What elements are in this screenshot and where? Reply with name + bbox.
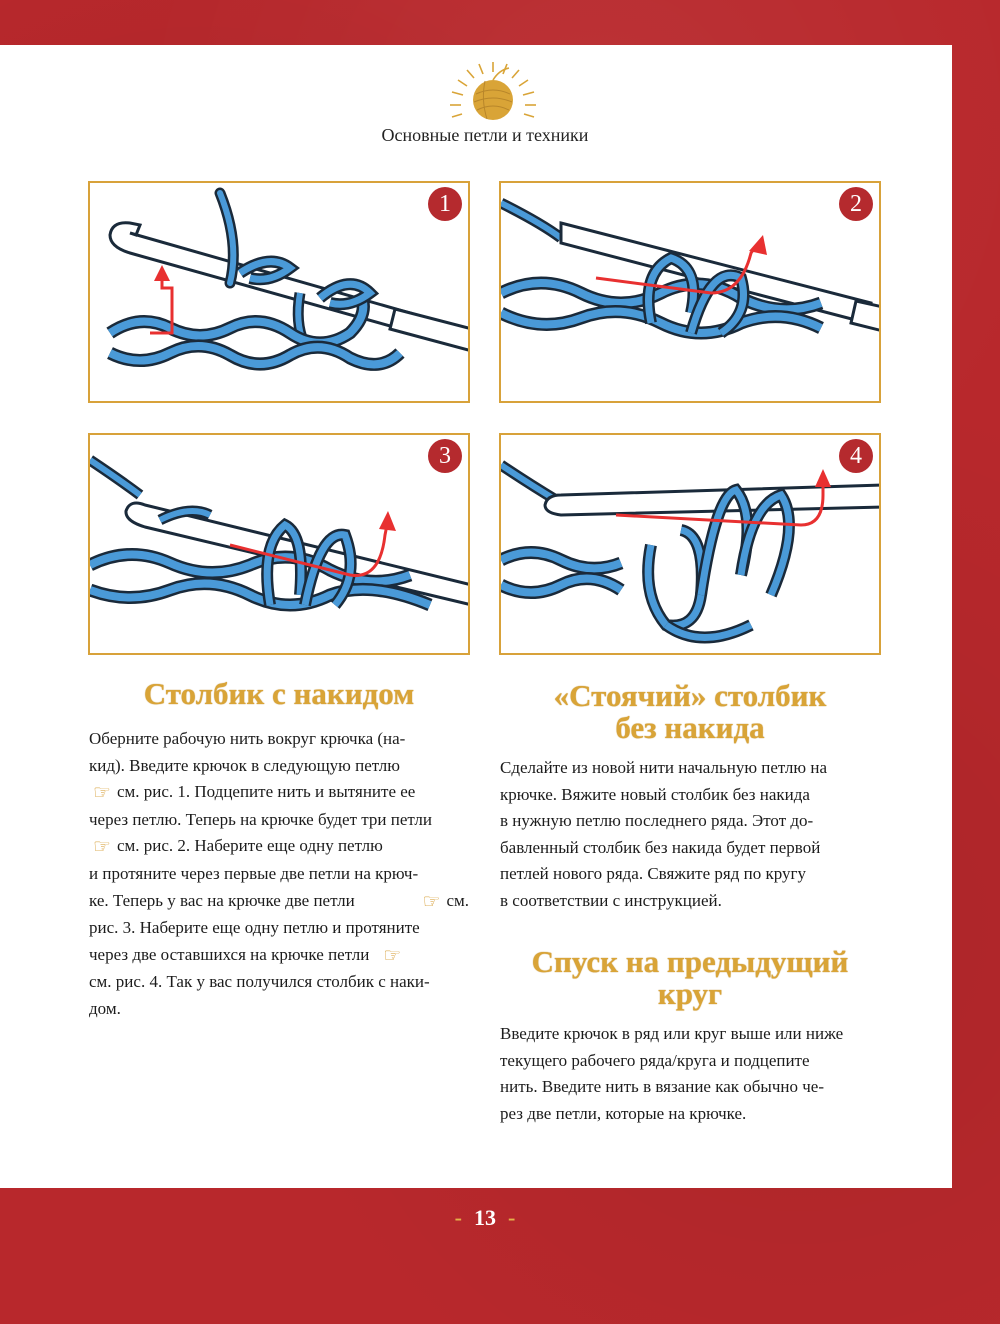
pointing-hand-icon: ☞ bbox=[422, 890, 441, 913]
illustration-step-4 bbox=[499, 433, 881, 655]
step-number-badge: 4 bbox=[839, 439, 873, 473]
text-line: текущего рабочего ряда/круга и подцепите bbox=[500, 1050, 810, 1070]
text-line: дом. bbox=[89, 998, 121, 1018]
text-line: ☞ см. рис. 2. Наберите еще одну петлю bbox=[89, 833, 469, 861]
illustration-step-1 bbox=[88, 181, 470, 403]
pointing-hand-icon: ☞ bbox=[383, 944, 402, 967]
text-line: Оберните рабочую нить вокруг крючка (на- bbox=[89, 729, 406, 748]
crochet-step-1-drawing bbox=[90, 183, 470, 403]
text-line: ке. Теперь у вас на крючке две петли ☞ см. bbox=[89, 888, 469, 916]
text-line: ☞ см. рис. 1. Подцепите нить и вытяните ее bbox=[89, 779, 469, 807]
text-line: петлей нового ряда. Свяжите ряд по кругу bbox=[500, 864, 806, 884]
section-title-double-crochet: Столбик с накидом bbox=[143, 676, 415, 711]
running-header: Основные петли и техники bbox=[381, 125, 589, 145]
text-line: Сделайте из новой нити начальную петлю на bbox=[500, 758, 827, 777]
section-body-double-crochet bbox=[89, 726, 469, 1023]
text-line: через петлю. Теперь на крючке будет три петли bbox=[89, 809, 432, 829]
page-number: - 13 - bbox=[454, 1205, 516, 1230]
text-line: рез две петли, которые на крючке. bbox=[500, 1103, 747, 1123]
text-line: крючке. Вяжите новый столбик без накида bbox=[500, 784, 810, 804]
text-line: Введите крючок в ряд или круг выше или ниже bbox=[500, 1024, 844, 1043]
section-body-standing-sc bbox=[500, 755, 881, 915]
step-number-badge: 2 bbox=[839, 187, 873, 221]
text-line: кид). Введите крючок в следующую петлю bbox=[89, 755, 400, 775]
crochet-step-2-drawing bbox=[501, 183, 881, 403]
text-line: и протяните через первые две петли на крюч- bbox=[89, 863, 419, 883]
text-line: в соответствии с инструкцией. bbox=[500, 890, 722, 910]
pointing-hand-icon: ☞ bbox=[93, 836, 111, 859]
text-line: бавленный столбик без накида будет первой bbox=[500, 837, 821, 857]
illustration-step-2 bbox=[499, 181, 881, 403]
section-title-standing-sc: «Стоячий» столбик без накида bbox=[553, 678, 827, 745]
crochet-step-3-drawing bbox=[90, 435, 470, 655]
illustration-step-3 bbox=[88, 433, 470, 655]
crochet-step-4-drawing bbox=[501, 435, 881, 655]
step-number-badge: 1 bbox=[428, 187, 462, 221]
section-title-spike-stitch: Спуск на предыдущий круг bbox=[531, 944, 849, 1011]
yarn-ball-emblem-icon bbox=[443, 58, 543, 128]
text-line: рис. 3. Наберите еще одну петлю и протяните bbox=[89, 918, 420, 938]
text-line: через две оставшихся на крючке петли ☞ bbox=[89, 942, 469, 970]
text-line: нить. Введите нить в вязание как обычно че- bbox=[500, 1077, 824, 1097]
pointing-hand-icon: ☞ bbox=[93, 782, 111, 805]
step-number-badge: 3 bbox=[428, 439, 462, 473]
text-line: в нужную петлю последнего ряда. Этот до- bbox=[500, 811, 814, 831]
text-line: см. рис. 4. Так у вас получился столбик с наки- bbox=[89, 972, 430, 992]
section-body-spike-stitch bbox=[500, 1021, 881, 1127]
